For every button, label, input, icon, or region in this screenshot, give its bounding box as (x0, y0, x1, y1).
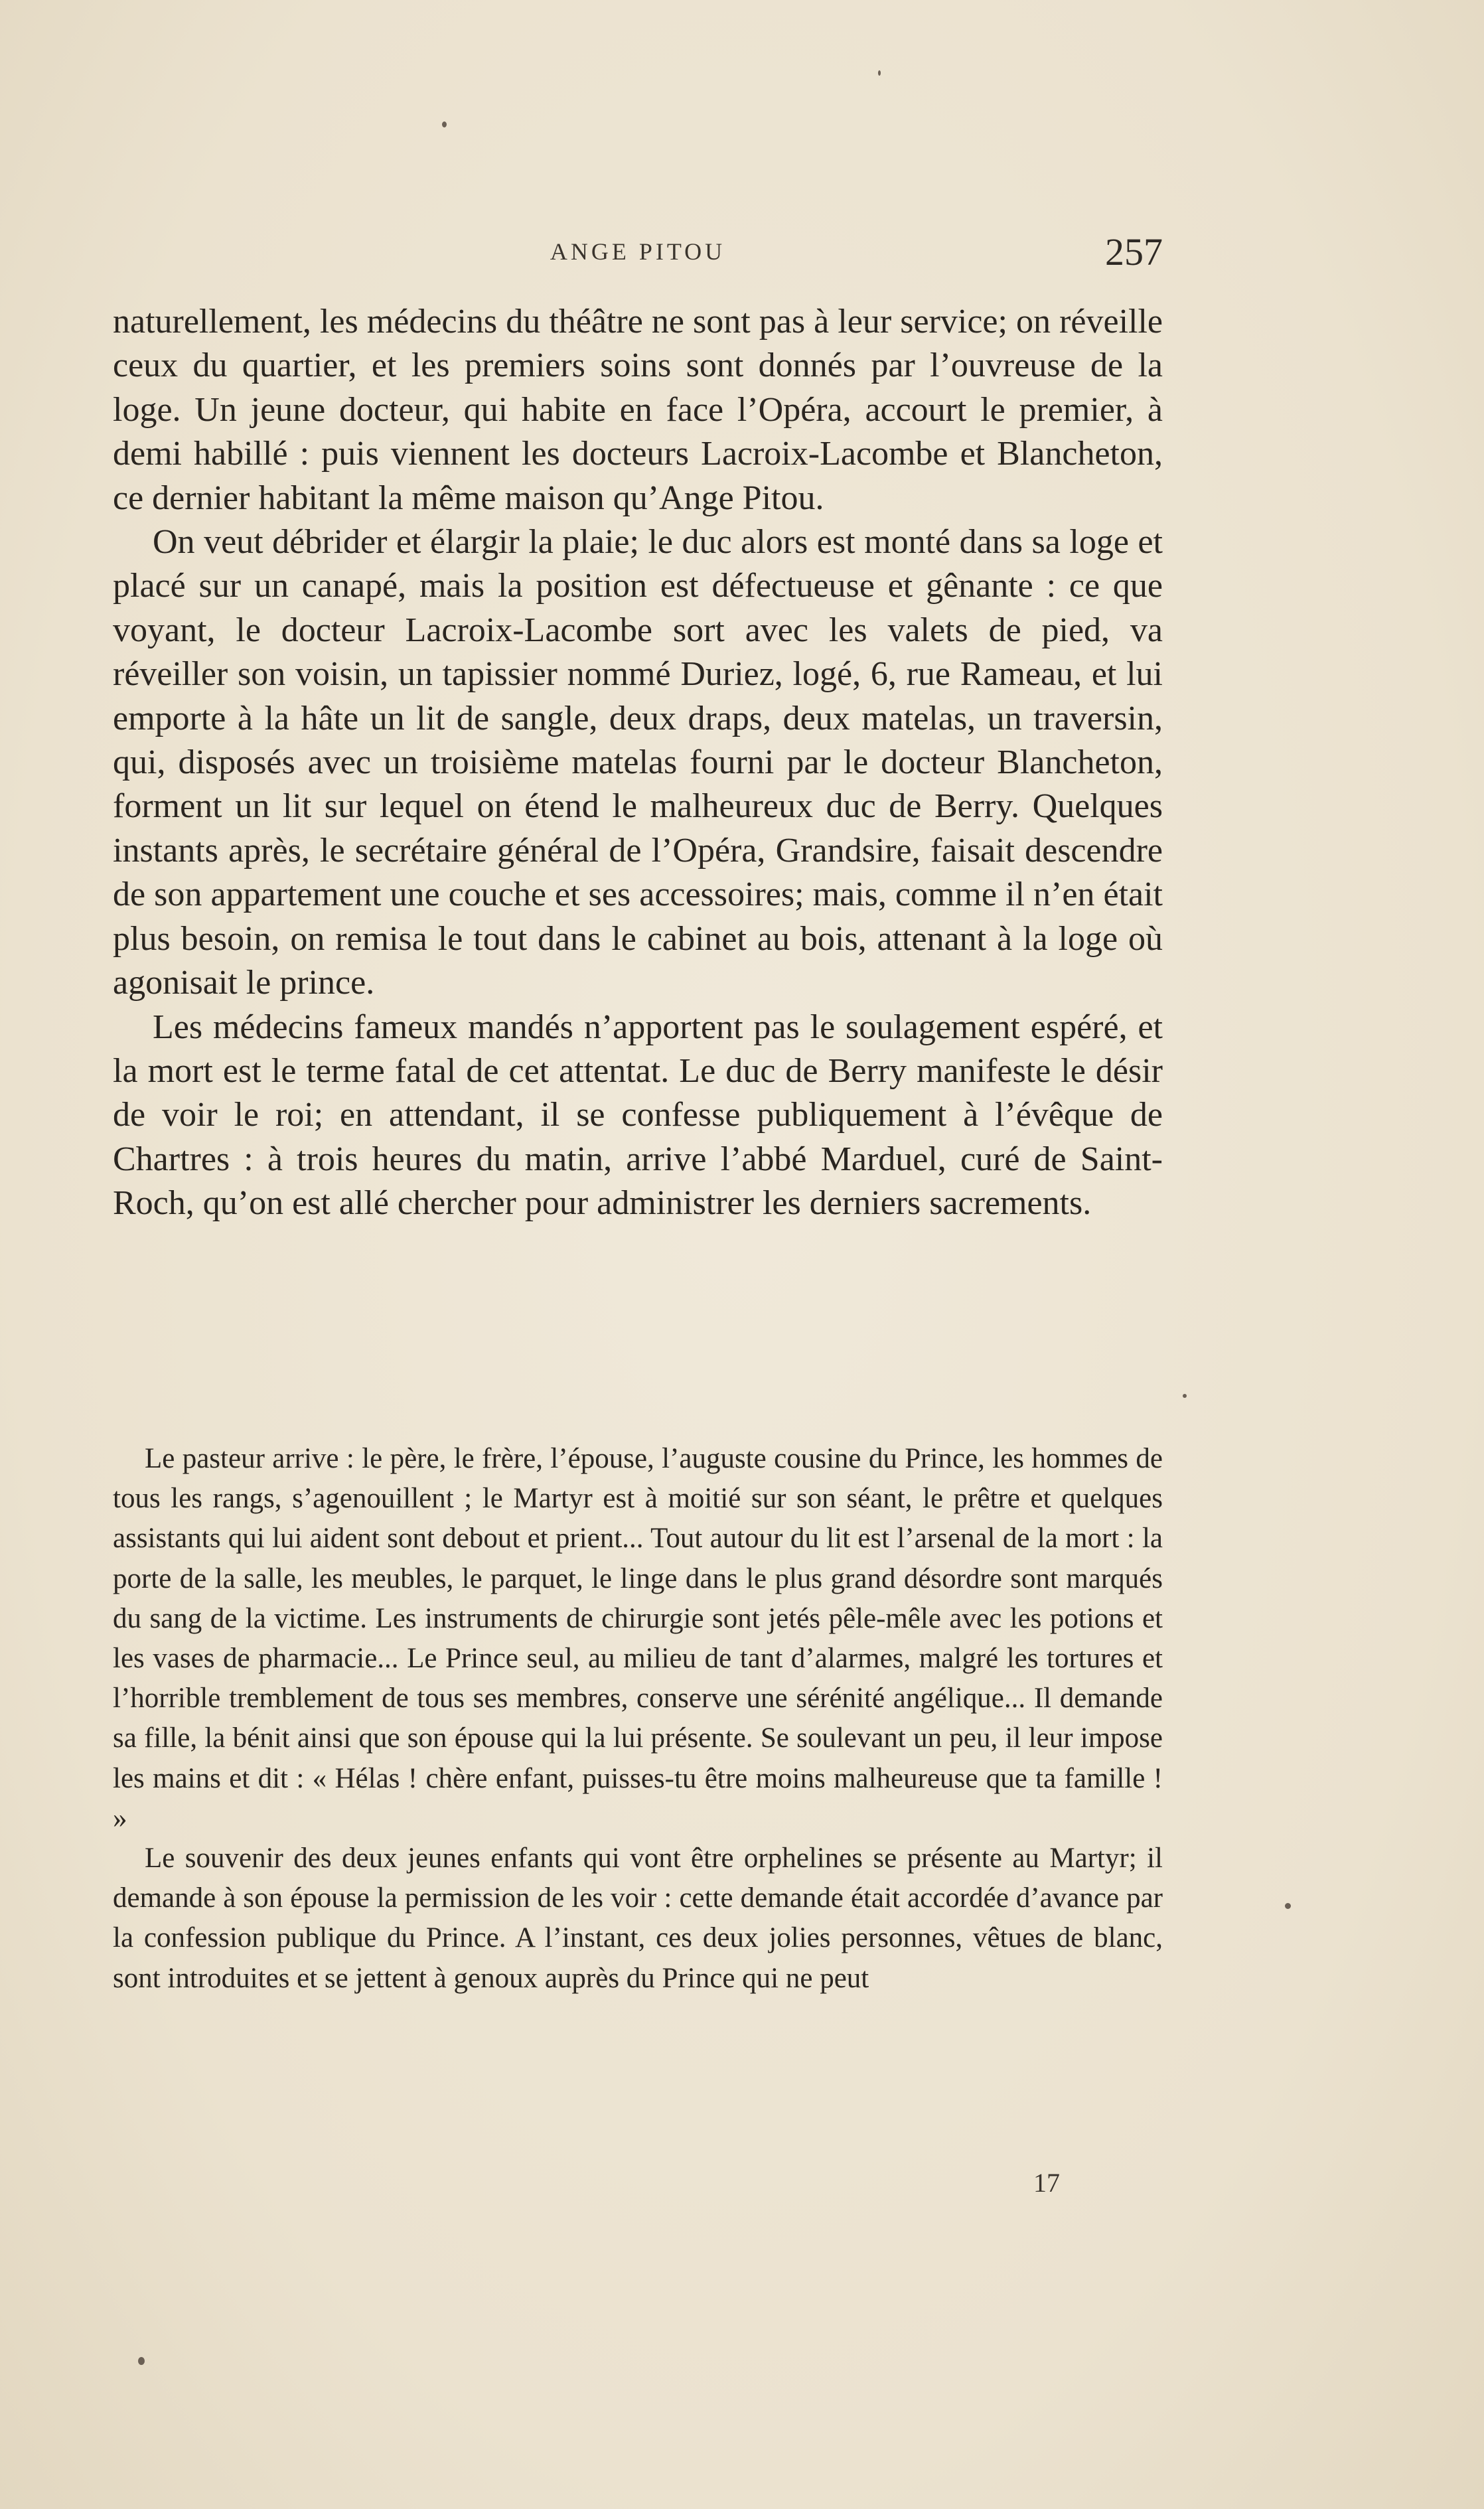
page-header (113, 232, 1163, 279)
paragraph: On veut débrider et élargir la plaie; le duc alors est monté dans sa loge et placé sur un canapé, mais la position est défectueuse et gênante : ce que voyant, le docteur Lacroix-Lacombe sort avec les valets de pied, va réveiller son voisin, un tapissier nommé Duriez, logé, 6, rue Rameau, et lui emporte à la hâte un lit de sangle, deux draps, deux matelas, un traversin, qui, disposés avec un troisième matelas fourni par le docteur Blancheton, forment un lit sur lequel on étend le malheureux duc de Berry. Quelques instants après, le secrétaire général de l’Opéra, Grandsire, faisait descendre de son appartement une couche et ses accessoires; mais, comme il n’en était plus besoin, on remisa le tout dans le cabinet au bois, attenant à la loge où agonisait le prince. (113, 523, 1163, 1002)
quote-paragraph: Le souvenir des deux jeunes enfants qui vont être orphelines se présente au Martyr; il demande à son épouse la permission de les voir : cette demande était accordée d’avance par la confession publique du Prince. A l’instant, ces deux jolies personnes, vêtues de blanc, sont introduites et se jettent à genoux auprès du Prince qui ne peut (113, 1843, 1163, 1994)
paragraph: naturellement, les médecins du théâtre ne sont pas à leur service; on réveille ceux du quartier, et les premiers soins sont donnés par l’ouvreuse de la loge. Un jeune docteur, qui habite en face l’Opéra, accourt le premier, à demi habillé : puis viennent les docteurs Lacroix-Lacombe et Blancheton, ce dernier habitant la même maison qu’Ange Pitou. (113, 303, 1163, 517)
page-number: 257 (1105, 230, 1163, 273)
paragraph: Les médecins fameux mandés n’apportent pas le soulagement espéré, et la mort est le terme fatal de cet attentat. Le duc de Berry manifeste le désir de voir le roi; en attendant, il se confesse publiquement à l’évêque de Chartres : à trois heures du matin, arrive l’abbé Marduel, curé de Saint-Roch, qu’on est allé chercher pour administrer les derniers sacrements. (113, 1008, 1163, 1223)
running-title: ANGE PITOU (550, 238, 726, 265)
main-text-block (113, 300, 1163, 1226)
paper-speck (1285, 1903, 1291, 1909)
paper-speck (1183, 1394, 1187, 1398)
paper-speck (442, 121, 447, 127)
signature-mark: 17 (1033, 2168, 1060, 2198)
quoted-excerpt (113, 1439, 1163, 1999)
paper-speck (138, 2357, 145, 2365)
quote-paragraph: Le pasteur arrive : le père, le frère, l’épouse, l’auguste cousine du Prince, les hommes de tous les rangs, s’agenouillent ; le Martyr est à moitié sur son séant, le prêtre et quelques assistants qui lui aident sont debout et prient... Tout autour du lit est l’arsenal de la mort : la porte de la salle, les meubles, le parquet, le linge dans le plus grand désordre sont marqués du sang de la victime. Les instruments de chirurgie sont jetés pêle-mêle avec les potions et les vases de pharmacie... Le Prince seul, au milieu de tant d’alarmes, malgré les tortures et l’horrible tremblement de tous ses membres, conserve une sérénité angélique... Il demande sa fille, la bénit ainsi que son épouse qui la lui présente. Se soulevant un peu, il leur impose les mains et dit : « Hélas ! chère enfant, puisses-tu être moins malheureuse que ta famille ! » (113, 1443, 1163, 1834)
paper-speck (878, 70, 881, 76)
